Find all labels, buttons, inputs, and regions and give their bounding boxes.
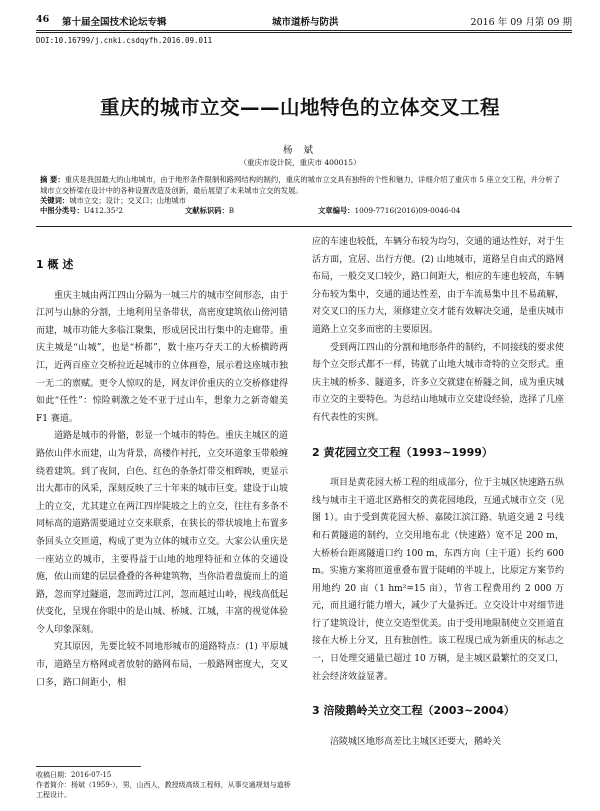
section-heading-2: 2 黄花园立交工程（1993~1999） (312, 445, 493, 459)
article-id: 文章编号：1009-7716(2016)09-0046-04 (318, 206, 461, 215)
paragraph: 涪陵城区地形高差比主城区还要大，鹅岭关 (330, 736, 502, 747)
issue-info: 2016 年 09 月第 09 期 (470, 17, 572, 28)
author: 杨 斌 (282, 145, 318, 156)
keywords-label: 关键词： (40, 196, 70, 205)
right-column (312, 234, 564, 751)
section-name: 城市道桥与防洪 (272, 17, 339, 28)
running-header (36, 14, 572, 30)
abstract-label: 摘 要： (40, 175, 65, 184)
paragraph: 道路是城市的骨骼，彰显一个城市的特色。重庆主城区的道路依山伴水而建，山为背景，高楼作衬托，立交环道象玉带般缠绕着建筑。到了夜间，白色、红色的条条灯带交相辉映，更显示出大都市的风采，深刻反映了三十年来的城市巨变。建设于山坡上的立交，尤其建立在两江四岸陡坡之上的立交，往往有多条不同标高的道路需要通过立交来联系，在狭长的带状坡地上布置多条回头立交匝道，构成了更为立体的城市立交。大家公认重庆是一座站立的城市，主要得益于山地的地理特征和立体的交通设施，依山而建的层层叠叠的各种建筑物，当你沿着盘旋而上的道路，忽而穿过隧道，忽而跨过江河，忽而越过山岭，视线高低起伏变化，呈现在你眼中的是山城、桥城、江城，丰富的视觉体验令人印象深刻。 (36, 431, 289, 635)
received-date: 收稿日期：2016-07-15 (36, 771, 112, 779)
affiliation: （重庆市设计院，重庆市 400015） (239, 158, 361, 167)
paragraph: 重庆主城由两江四山分隔为一城三片的城市空间形态，由于江河与山脉的分割，土地利用呈条带状，高密度建筑依山傍河错而建，城市功能大多临江聚集，形成居民出行集中的走廊带。重庆主城是“山城”，也是“桥都”，数十座巧夺天工的大桥横跨两江，近两百座立交桥拉近起城市的立体画卷，展示着这座城市独一无二的禀赋。更令人惊叹的是，网友评价重庆的立交桥修建得如此“任性”：惊险刺激之处不亚于过山车，想象力之新奇媲美 F1 赛道。 (36, 290, 289, 424)
section-heading-1: 1 概 述 (36, 258, 74, 271)
keywords-text: 城市立交；设计；交叉口；山地城市 (69, 196, 186, 205)
header-rule-bottom (36, 32, 572, 33)
journal-name: 第十届全国技术论坛专辑 (62, 17, 167, 28)
paragraph: 究其原因，先要比较不同地形城市的道路特点：(1) 平原城市，道路呈方格网或者放射的路网布局，一般路网密度大，交叉口多，路口间距小，相 (36, 642, 289, 688)
paragraph: 应的车速也较低，车辆分布较为均匀，交通的通达性好，对于生活方面，宜居、出行方便。(2) 山地城市，道路呈自由式的路网布局，一般交叉口较少，路口间距大，相应的车速也较高，车辆分布较为集中，交通的通达性差，由于车流易集中且不易疏解，对交叉口的压力大，须修建立交才能有效解决交通，是重庆城市道路上立交多而密的主要原因。 (312, 237, 565, 335)
article-title: 重庆的城市立交——山地特色的立体交叉工程 (99, 96, 500, 119)
footnote (36, 770, 296, 800)
footnote-rule (36, 766, 141, 767)
abstract (40, 175, 560, 207)
doi: DOI:10.16799/j.cnki.csdqyfh.2016.09.011 (36, 36, 213, 45)
abstract-rule (36, 226, 572, 227)
section-heading-3: 3 涪陵鹅岭关立交工程（2003~2004） (312, 704, 515, 718)
header-rule-top (36, 30, 572, 31)
doc-code: 文献标识码：B (185, 206, 235, 215)
classification: 中图分类号：U412.35²2 (40, 206, 124, 215)
paragraph: 项目是黄花园大桥工程的组成部分，位于主城区快速路五纵线与城市主干道北区路相交的黄花园地段，互通式城市立交（见图 1）。由于受到黄花园大桥、嘉陵江滨江路、轨道交通 2 号线和石黄隧道的制约，立交用地布北（快速路）宽不足 200 m，大桥桥台距离隧道口约 100 m，东西方向（主干道）长约 600 m。实施方案将匝道重叠布置于陡峭的半坡上，比原定方案节约用地约 20 亩（1 hm²=15 亩），节省工程费用约 2 000 万元，而且通行能力增大，减少了大量拆迁。立交设计中对细节进行了建筑设计，使立交造型优美。由于受用地限制使立交匝道直接在大桥上分叉，且有独创性。该工程现已成为新重庆的标志之一，日处理交通量已超过 10 万辆，是主城区最繁忙的交叉口，社会经济效益显著。 (312, 478, 565, 682)
page-number: 46 (36, 14, 50, 25)
left-column (36, 250, 288, 692)
paragraph: 受到两江四山的分割和地形条件的制约，不同接线的要求使每个立交形式都不一样，铸就了山地大城市奇特的立交形式。重庆主城的桥多、隧道多，许多立交就建在桥隧之间，成为重庆城市立交的主要特色。为总结山地城市立交建设经验，选择了几座有代表性的实例。 (312, 342, 565, 423)
abstract-text: 重庆是我国最大的山地城市，由于地形条件限制和路网结构的制约，重庆的城市立交具有独特的个性和魅力，详细介绍了重庆市 5 座立交工程，并分析了城市立交桥梁在设计中的各种设置改造及创新，最后展望了未来城市立交的发展。 (40, 175, 560, 195)
author-bio: 作者简介：杨斌（1959-），男，山西人，教授级高级工程师，从事交通规划与道桥工程设计。 (36, 781, 291, 799)
